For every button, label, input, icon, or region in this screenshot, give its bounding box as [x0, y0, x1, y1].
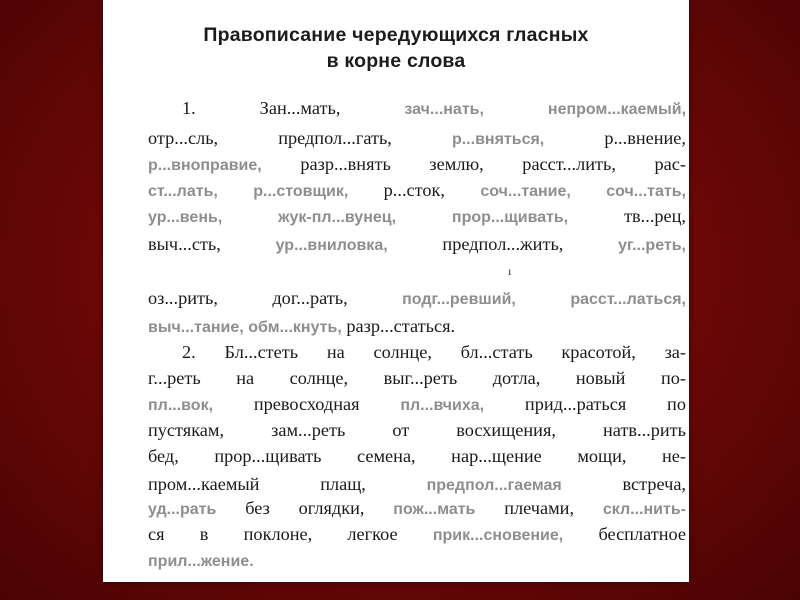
text-line [148, 96, 686, 120]
highlighted-word: предпол...гаемая [426, 477, 562, 494]
word: 1. Зан...мать, [182, 98, 341, 118]
highlighted-word: зач...нать, [404, 101, 484, 118]
text-line [148, 152, 686, 176]
text-line [148, 366, 686, 390]
highlighted-word: соч...тать, [606, 183, 686, 200]
text-line [148, 178, 686, 202]
highlighted-word: р...вноправие, [148, 157, 262, 174]
word: отр...сль, [148, 128, 219, 148]
word: предпол...жить, [442, 234, 564, 254]
word: ся в поклоне, легкое [148, 524, 398, 544]
highlighted-word: пл...вок, [148, 397, 214, 414]
word: г...реть на солнце, выг...реть дотла, новый по- [148, 368, 686, 388]
highlighted-word: расст...латься, [570, 291, 686, 308]
word: разр...статься. [346, 316, 456, 336]
highlighted-word: жук-пл...вунец, [278, 209, 397, 226]
page-title-line-1: Правописание чередующихся гласных [203, 24, 589, 46]
text-line [148, 392, 686, 416]
text-line [148, 548, 686, 572]
word: превосходная [253, 394, 360, 414]
word: плечами, [504, 498, 575, 518]
word: 2. Бл...стеть на солнце, бл...стать красотой, за- [182, 342, 686, 362]
text-line [148, 204, 686, 228]
text-line [148, 314, 686, 338]
highlighted-word: соч...тание, [480, 183, 571, 200]
text-line [148, 126, 686, 150]
highlighted-word: ур...вниловка, [275, 237, 388, 254]
word: пустякам, зам...реть от восхищения, натв...рить [148, 420, 686, 440]
text-line [148, 496, 686, 520]
page-title-line-2: в корне слова [326, 50, 466, 72]
highlighted-word: р...вняться, [451, 131, 545, 148]
word: встреча, [622, 474, 686, 494]
highlighted-word: пл...вчиха, [400, 397, 485, 414]
text-line [148, 340, 686, 364]
word: рас- [654, 154, 686, 174]
word: тв...рец, [624, 206, 687, 226]
word: р...сток, [383, 180, 445, 200]
text-line [148, 286, 686, 310]
textbook-page [103, 0, 689, 582]
margin-mark: ı [508, 264, 512, 278]
highlighted-word: прил...жение. [148, 553, 254, 570]
word: оз...рить, [148, 288, 218, 308]
highlighted-word: подг...ревший, [402, 291, 516, 308]
highlighted-word: уг...реть, [618, 237, 686, 254]
text-line [148, 472, 686, 496]
word: разр...внять землю, [300, 154, 484, 174]
word: без оглядки, [245, 498, 365, 518]
highlighted-word: непром...каемый, [547, 101, 687, 118]
text-line [148, 522, 686, 546]
word: прид...раться по [524, 394, 686, 414]
highlighted-word: прик...сновение, [432, 527, 564, 544]
highlighted-word: пож...мать [393, 501, 476, 518]
highlighted-word: обм...кнуть, [248, 319, 342, 336]
word: выч...сть, [148, 234, 221, 254]
word: р...внение, [604, 128, 686, 148]
highlighted-word: уд...рать [148, 501, 217, 518]
text-line [148, 232, 686, 256]
highlighted-word: ур...вень, [148, 209, 223, 226]
word: предпол...гать, [278, 128, 392, 148]
word: пром...каемый плащ, [148, 474, 366, 494]
highlighted-word: ст...лать, [148, 183, 218, 200]
word: бед, прор...щивать семена, нар...щение мощи, не- [148, 446, 686, 466]
highlighted-word: прор...щивать, [451, 209, 569, 226]
highlighted-word: р...стовщик, [253, 183, 349, 200]
word: расст...лить, [522, 154, 616, 174]
highlighted-word: выч...тание, [148, 319, 244, 336]
text-line [148, 444, 686, 468]
highlighted-word: скл...нить- [602, 501, 686, 518]
word: дог...рать, [272, 288, 348, 308]
word: бесплатное [598, 524, 686, 544]
text-line [148, 418, 686, 442]
